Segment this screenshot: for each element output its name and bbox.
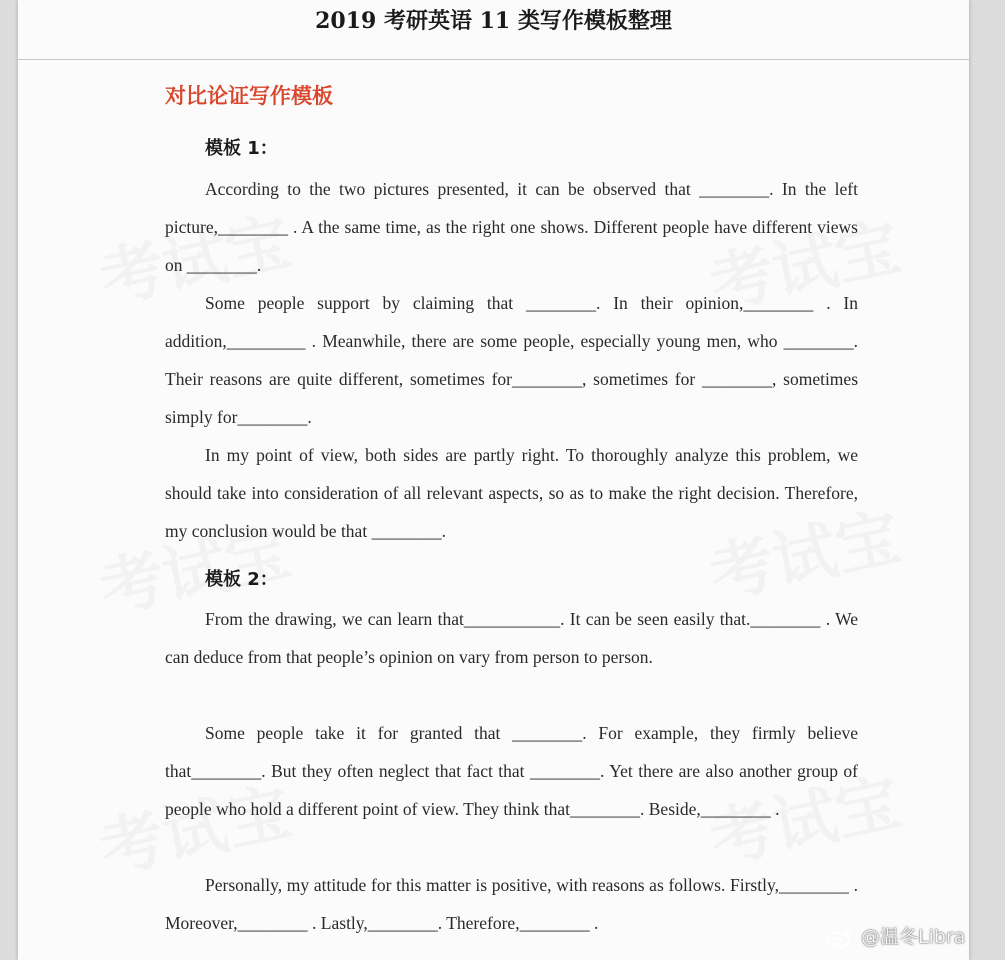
- footer-watermark-text: @温冬Libra: [861, 926, 966, 948]
- document-page: [18, 0, 969, 960]
- paragraph-text: Some people support by claiming that ________. In their opinion,________ . In addition,_________ . Meanwhile, there are some people, especially young men, who ________. Their reasons are quite different, sometimes for________, sometimes for ________, sometimes simply for________.: [165, 293, 863, 427]
- document-title: 2019 考研英语 11 类写作模板整理: [315, 8, 672, 34]
- paragraph-text: According to the two pictures presented, it can be observed that ________. In the left picture,________ . A the same time, as the right one shows. Different people have different views on ________.: [165, 179, 863, 275]
- template-2-paragraph: [165, 600, 863, 676]
- paragraph-text: In my point of view, both sides are partly right. To thoroughly analyze this problem, we should take into consideration of all relevant aspects, so as to make the right decision. Therefore, my conclusion would be that ________.: [165, 445, 863, 541]
- template-2-paragraph: [165, 714, 863, 828]
- paragraph-text: Some people take it for granted that ________. For example, they firmly believe that________. But they often neglect that fact that ________. Yet there are also another group of people who hold a different point of view. They think that________. Beside,________ .: [165, 723, 863, 819]
- section-heading: 对比论证写作模板: [165, 84, 333, 108]
- template-1-heading: 模板 1：: [205, 138, 278, 159]
- template-2-heading: 模板 2：: [205, 569, 278, 590]
- template-1-paragraph: [165, 436, 863, 550]
- template-1-paragraph: [165, 170, 863, 284]
- template-1-paragraph: [165, 284, 863, 436]
- weibo-icon: [825, 927, 855, 949]
- footer-watermark: [825, 922, 965, 949]
- template-2-paragraph: [165, 866, 863, 942]
- paragraph-text: From the drawing, we can learn that___________. It can be seen easily that.________ . We can deduce from that people’s opinion on vary from person to person.: [165, 609, 863, 667]
- title-divider: [18, 59, 969, 60]
- paragraph-text: Personally, my attitude for this matter is positive, with reasons as follows. Firstly,________ . Moreover,________ . Lastly,________. Therefore,________ .: [165, 875, 863, 933]
